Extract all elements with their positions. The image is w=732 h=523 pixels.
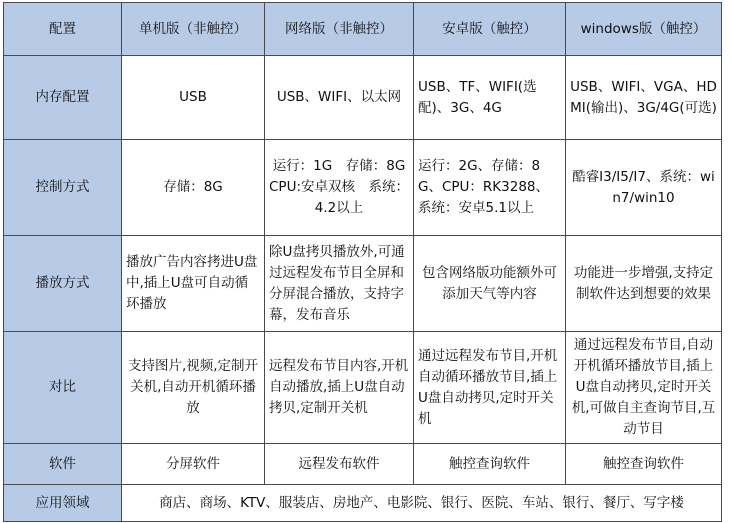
table-cell: USB、WIFI、以太网 <box>265 56 414 140</box>
header-cell-android: 安卓版（触控） <box>414 3 566 56</box>
table-row <box>4 444 722 485</box>
header-cell-standalone: 单机版（非触控） <box>122 3 265 56</box>
spec-comparison-table <box>3 2 722 522</box>
table-row <box>4 56 722 140</box>
table-cell: 酷睿I3/I5/I7、系统：win7/win10 <box>566 140 722 236</box>
header-cell-windows: windows版（触控） <box>566 3 722 56</box>
table-cell: 触控查询软件 <box>414 444 566 485</box>
table-cell: 功能进一步增强,支持定制软件达到想要的效果 <box>566 236 722 332</box>
header-row <box>4 3 722 56</box>
table-cell: USB <box>122 56 265 140</box>
table-cell: 除U盘拷贝播放外,可通过远程发布节目全屏和分屏混合播放，支持字幕，发布音乐 <box>265 236 414 332</box>
application-fields-cell: 商店、商场、KTV、服装店、房地产、电影院、银行、医院、车站、银行、餐厅、写字楼 <box>122 485 722 522</box>
header-cell-network: 网络版（非触控） <box>265 3 414 56</box>
footer-row <box>4 485 722 522</box>
table-cell: USB、TF、WIFI(选配)、3G、4G <box>414 56 566 140</box>
table-cell: 存储：8G <box>122 140 265 236</box>
table-cell: 支持图片,视频,定制开关机,自动开机循环播放 <box>122 332 265 444</box>
table-row <box>4 332 722 444</box>
table-cell: 通过远程发布节目,开机自动循环播放节目,插上U盘自动拷贝,定时开关机 <box>414 332 566 444</box>
table-cell: 包含网络版功能额外可添加天气等内容 <box>414 236 566 332</box>
table-cell: 通过远程发布节目,自动开机循环播放节目,插上U盘自动拷贝,定时开关机,可做自主查询节目,互动节目 <box>566 332 722 444</box>
table-cell: 运行：2G、存储：8G、CPU：RK3288、系统：安卓5.1以上 <box>414 140 566 236</box>
table-row <box>4 236 722 332</box>
row-label: 控制方式 <box>4 140 122 236</box>
table-cell: 触控查询软件 <box>566 444 722 485</box>
table-row <box>4 140 722 236</box>
row-label: 软件 <box>4 444 122 485</box>
row-label: 对比 <box>4 332 122 444</box>
table-cell: 运行：1G 存储：8G CPU:安卓双核 系统：4.2以上 <box>265 140 414 236</box>
table-cell: 播放广告内容拷进U盘中,插上U盘可自动循环播放 <box>122 236 265 332</box>
table-cell: 远程发布节目内容,开机自动播放,插上U盘自动拷贝,定制开关机 <box>265 332 414 444</box>
table-cell: 分屏软件 <box>122 444 265 485</box>
table-cell: USB、WIFI、VGA、HDMI(输出)、3G/4G(可选) <box>566 56 722 140</box>
row-label: 播放方式 <box>4 236 122 332</box>
row-label: 应用领域 <box>4 485 122 522</box>
table-cell: 远程发布软件 <box>265 444 414 485</box>
row-label: 内存配置 <box>4 56 122 140</box>
header-cell-config: 配置 <box>4 3 122 56</box>
